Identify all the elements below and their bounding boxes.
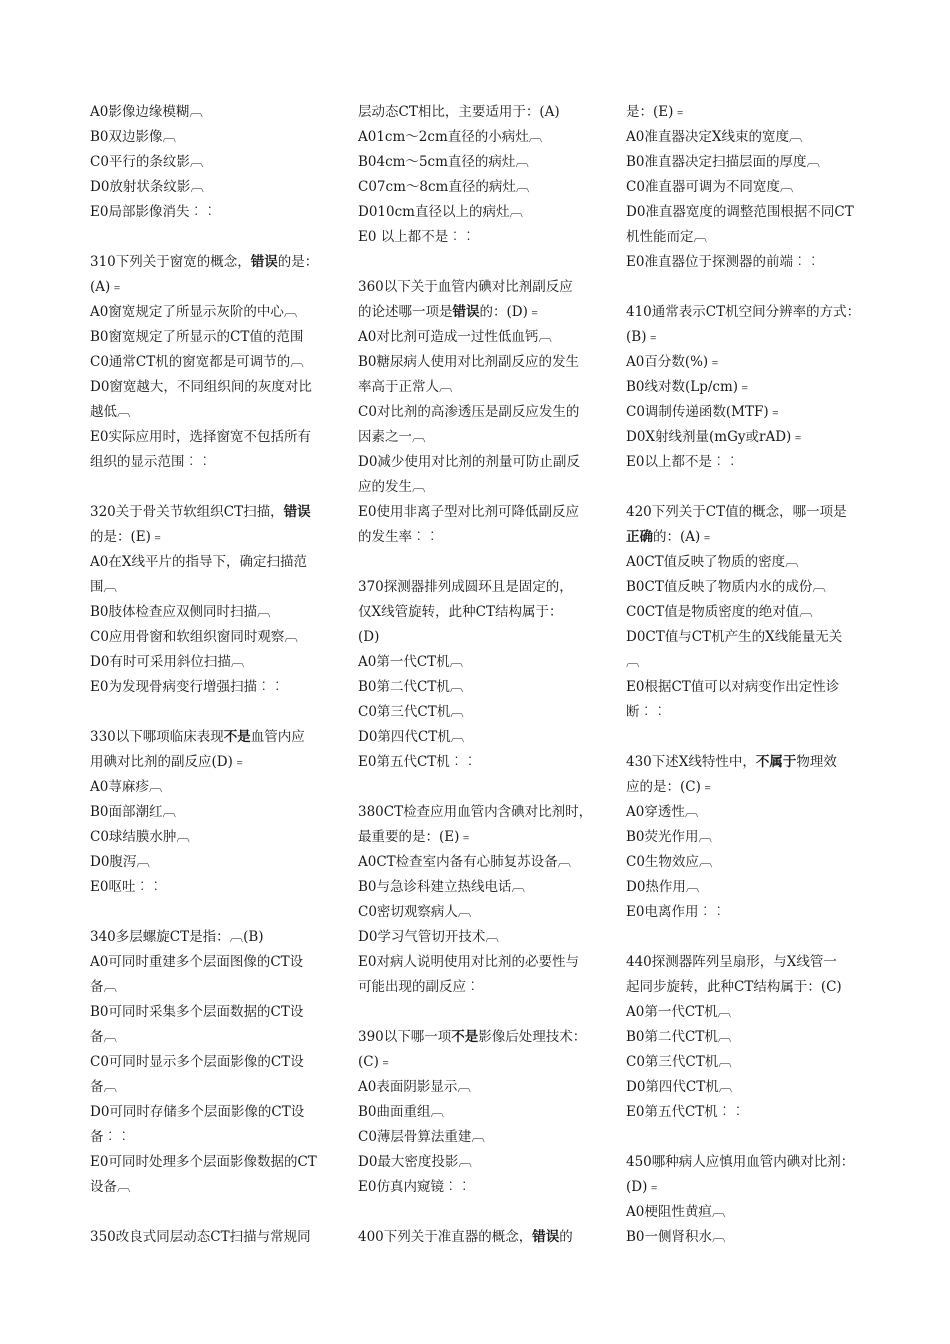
line-text: 的发生率︰︰ bbox=[358, 529, 439, 545]
text-line bbox=[90, 300, 332, 325]
line-text: B0糖尿病人使用对比剂副反应的发生 bbox=[358, 354, 580, 370]
line-text: D0窗宽越大，不同组织间的灰度对比 bbox=[90, 379, 312, 395]
text-line bbox=[358, 125, 600, 150]
text-line bbox=[90, 575, 332, 600]
line-text: B04cm～5cm直径的病灶︹ bbox=[358, 154, 529, 170]
line-text: E0电离作用︰︰ bbox=[626, 904, 726, 920]
line-text: E0以上都不是︰︰ bbox=[626, 454, 739, 470]
paragraph-gap bbox=[358, 775, 600, 800]
text-line bbox=[626, 600, 868, 625]
line-text: C0CT值是物质密度的绝对值︹ bbox=[626, 604, 813, 620]
text-line bbox=[358, 525, 600, 550]
text-line bbox=[90, 500, 332, 525]
line-text: 的论述哪一项是 bbox=[358, 304, 453, 320]
emphasis-text: 不是 bbox=[451, 1029, 479, 1045]
line-text: E0仿真内窥镜︰︰ bbox=[358, 1179, 471, 1195]
line-text: B0双边影像︹ bbox=[90, 129, 177, 145]
emphasis-text: 错误 bbox=[250, 254, 278, 270]
paragraph-gap bbox=[358, 250, 600, 275]
line-text: 的：(D)﹦ bbox=[479, 304, 542, 320]
text-line bbox=[626, 1175, 868, 1200]
line-text: C0生物效应︹ bbox=[626, 854, 713, 870]
paragraph-gap bbox=[626, 475, 868, 500]
emphasis-text: 错误 bbox=[452, 304, 480, 320]
line-text: C0第三代CT机︹ bbox=[626, 1054, 732, 1070]
line-text: ︹ bbox=[626, 654, 640, 670]
line-text: 应的是：(C)﹦ bbox=[626, 779, 715, 795]
paragraph-gap bbox=[626, 925, 868, 950]
line-text: (B)﹦ bbox=[626, 329, 660, 345]
text-line bbox=[90, 825, 332, 850]
text-line bbox=[626, 400, 868, 425]
line-text: D0第四代CT机︹ bbox=[358, 729, 465, 745]
line-text: B0线对数(Lp/cm)﹦ bbox=[626, 379, 752, 395]
text-line bbox=[626, 375, 868, 400]
emphasis-text: 错误 bbox=[283, 504, 311, 520]
text-line bbox=[90, 425, 332, 450]
text-line bbox=[626, 150, 868, 175]
text-line bbox=[358, 825, 600, 850]
text-line bbox=[90, 1050, 332, 1075]
line-text: C0调制传递函数(MTF)﹦ bbox=[626, 404, 783, 420]
paragraph-gap bbox=[626, 725, 868, 750]
text-line bbox=[358, 1100, 600, 1125]
text-line bbox=[626, 900, 868, 925]
line-text: 起同步旋转，此种CT结构属于：(C) bbox=[626, 979, 842, 995]
line-text: 410通常表示CT机空间分辨率的方式： bbox=[626, 304, 861, 320]
text-line bbox=[90, 750, 332, 775]
line-text: (D)﹦ bbox=[626, 1179, 661, 1195]
line-text: 390以下哪一项 bbox=[358, 1029, 452, 1045]
line-text: A0影像边缘模糊︹ bbox=[90, 104, 203, 120]
text-line bbox=[90, 375, 332, 400]
line-text: C0球结膜水肿︹ bbox=[90, 829, 190, 845]
text-line bbox=[358, 1175, 600, 1200]
text-line bbox=[358, 750, 600, 775]
line-text: D0腹泻︹ bbox=[90, 854, 150, 870]
line-text: 400下列关于准直器的概念， bbox=[358, 1229, 533, 1245]
text-line bbox=[358, 675, 600, 700]
text-line bbox=[358, 575, 600, 600]
text-line bbox=[358, 900, 600, 925]
line-text: A0表面阴影显示︹ bbox=[358, 1079, 471, 1095]
text-line bbox=[626, 100, 868, 125]
line-text: 设备︹ bbox=[90, 1179, 131, 1195]
line-text: A0梗阻性黄疸︹ bbox=[626, 1204, 726, 1220]
text-line bbox=[626, 775, 868, 800]
line-text: 440探测器阵列呈扇形，与X线管一 bbox=[626, 954, 837, 970]
text-line bbox=[90, 450, 332, 475]
text-line bbox=[90, 725, 332, 750]
line-text: 是：(E)﹦ bbox=[626, 104, 687, 120]
line-text: 340多层螺旋CT是指：︹(B) bbox=[90, 929, 264, 945]
text-line bbox=[90, 1150, 332, 1175]
line-text: C0通常CT机的窗宽都是可调节的︹ bbox=[90, 354, 304, 370]
text-line bbox=[90, 775, 332, 800]
line-text: D0放射状条纹影︹ bbox=[90, 179, 204, 195]
text-line bbox=[358, 975, 600, 1000]
text-line bbox=[90, 350, 332, 375]
text-line bbox=[358, 175, 600, 200]
text-line bbox=[90, 525, 332, 550]
line-text: C0平行的条纹影︹ bbox=[90, 154, 204, 170]
emphasis-text: 不属于 bbox=[755, 754, 797, 770]
line-text: B0第二代CT机︹ bbox=[358, 679, 464, 695]
line-text: D0热作用︹ bbox=[626, 879, 700, 895]
paragraph-gap bbox=[358, 1000, 600, 1025]
line-text: B0曲面重组︹ bbox=[358, 1104, 445, 1120]
line-text: 备︹ bbox=[90, 1079, 117, 1095]
line-text: 影像后处理技术： bbox=[478, 1029, 587, 1045]
text-line bbox=[358, 1075, 600, 1100]
line-text: 备︹ bbox=[90, 979, 117, 995]
text-line bbox=[626, 1100, 868, 1125]
text-line bbox=[90, 1225, 332, 1250]
text-line bbox=[358, 1125, 600, 1150]
line-text: 450哪种病人应慎用血管内碘对比剂： bbox=[626, 1154, 855, 1170]
text-line bbox=[90, 875, 332, 900]
text-line bbox=[626, 1000, 868, 1025]
text-line bbox=[358, 425, 600, 450]
line-text: 率高于正常人︹ bbox=[358, 379, 453, 395]
emphasis-text: 正确 bbox=[626, 529, 653, 545]
text-line bbox=[626, 175, 868, 200]
text-line bbox=[358, 850, 600, 875]
line-text: A0对比剂可造成一过性低血钙︹ bbox=[358, 329, 552, 345]
text-line bbox=[358, 300, 600, 325]
text-line bbox=[90, 150, 332, 175]
text-line bbox=[358, 350, 600, 375]
line-text: (D) bbox=[358, 629, 380, 645]
line-text: 应的发生︹ bbox=[358, 479, 426, 495]
text-line bbox=[626, 850, 868, 875]
line-text: A0准直器决定X线束的宽度︹ bbox=[626, 129, 803, 145]
line-text: 330以下哪项临床表现 bbox=[90, 729, 224, 745]
text-column-2 bbox=[358, 100, 600, 1250]
text-line bbox=[90, 850, 332, 875]
line-text: 420下列关于CT值的概念，哪一项是 bbox=[626, 504, 847, 520]
text-line bbox=[358, 950, 600, 975]
text-line bbox=[626, 700, 868, 725]
line-text: 的 bbox=[559, 1229, 573, 1245]
text-line bbox=[90, 1100, 332, 1125]
text-line bbox=[358, 200, 600, 225]
line-text: E0准直器位于探测器的前端︰︰ bbox=[626, 254, 820, 270]
text-line bbox=[90, 175, 332, 200]
text-line bbox=[626, 975, 868, 1000]
line-text: 仅X线管旋转，此种CT结构属于： bbox=[358, 604, 563, 620]
line-text: A0第一代CT机︹ bbox=[358, 654, 464, 670]
text-line bbox=[626, 625, 868, 650]
line-text: 最重要的是：(E)﹦ bbox=[358, 829, 473, 845]
text-line bbox=[626, 300, 868, 325]
text-line bbox=[358, 1025, 600, 1050]
line-text: 430下述X线特性中， bbox=[626, 754, 756, 770]
line-text: E0局部影像消失︰︰ bbox=[90, 204, 217, 220]
text-line bbox=[358, 600, 600, 625]
text-line bbox=[626, 325, 868, 350]
line-text: B0窗宽规定了所显示的CT值的范围 bbox=[90, 329, 304, 345]
line-text: C07cm～8cm直径的病灶︹ bbox=[358, 179, 530, 195]
text-line bbox=[90, 1075, 332, 1100]
text-line bbox=[626, 500, 868, 525]
text-line bbox=[626, 875, 868, 900]
text-line bbox=[626, 575, 868, 600]
text-line bbox=[626, 425, 868, 450]
line-text: A01cm～2cm直径的小病灶︹ bbox=[358, 129, 543, 145]
paragraph-gap bbox=[90, 475, 332, 500]
line-text: 370探测器排列成圆环且是固定的， bbox=[358, 579, 573, 595]
line-text: C0第三代CT机︹ bbox=[358, 704, 464, 720]
text-line bbox=[626, 1050, 868, 1075]
line-text: E0第五代CT机︰︰ bbox=[358, 754, 477, 770]
text-line bbox=[90, 925, 332, 950]
text-column-1 bbox=[90, 100, 332, 1250]
line-text: E0第五代CT机︰︰ bbox=[626, 1104, 745, 1120]
text-line bbox=[358, 925, 600, 950]
line-text: 机性能而定︹ bbox=[626, 229, 707, 245]
text-line bbox=[626, 225, 868, 250]
line-text: E0使用非离子型对比剂可降低副反应 bbox=[358, 504, 579, 520]
text-line bbox=[358, 225, 600, 250]
text-line bbox=[90, 1000, 332, 1025]
line-text: D0有时可采用斜位扫描︹ bbox=[90, 654, 245, 670]
line-text: D0减少使用对比剂的剂量可防止副反 bbox=[358, 454, 580, 470]
line-text: D0最大密度投影︹ bbox=[358, 1154, 472, 1170]
line-text: 物理效 bbox=[796, 754, 837, 770]
line-text: C0准直器可调为不同宽度︹ bbox=[626, 179, 794, 195]
text-column-3 bbox=[626, 100, 868, 1250]
text-line bbox=[358, 1050, 600, 1075]
text-line bbox=[90, 275, 332, 300]
line-text: 备︹ bbox=[90, 1029, 117, 1045]
text-line bbox=[90, 950, 332, 975]
text-line bbox=[90, 675, 332, 700]
line-text: D010cm直径以上的病灶︹ bbox=[358, 204, 523, 220]
text-line bbox=[626, 1025, 868, 1050]
text-line bbox=[626, 950, 868, 975]
text-line bbox=[626, 525, 868, 550]
text-line bbox=[358, 875, 600, 900]
line-text: 血管内应 bbox=[250, 729, 305, 745]
line-text: 360以下关于血管内碘对比剂副反应 bbox=[358, 279, 573, 295]
text-line bbox=[358, 150, 600, 175]
line-text: B0荧光作用︹ bbox=[626, 829, 713, 845]
text-line bbox=[90, 550, 332, 575]
line-text: A0CT检查室内备有心肺复苏设备︹ bbox=[358, 854, 572, 870]
text-line bbox=[358, 325, 600, 350]
line-text: 备︰︰ bbox=[90, 1129, 131, 1145]
line-text: 的：(A)﹦ bbox=[653, 529, 714, 545]
paragraph-gap bbox=[90, 900, 332, 925]
paragraph-gap bbox=[90, 1200, 332, 1225]
line-text: 320关于骨关节软组织CT扫描， bbox=[90, 504, 284, 520]
text-line bbox=[90, 800, 332, 825]
paragraph-gap bbox=[626, 275, 868, 300]
text-line bbox=[90, 200, 332, 225]
emphasis-text: 错误 bbox=[532, 1229, 560, 1245]
line-text: B0可同时采集多个层面数据的CT设 bbox=[90, 1004, 304, 1020]
text-line bbox=[90, 625, 332, 650]
line-text: 围︹ bbox=[90, 579, 117, 595]
line-text: E0可同时处理多个层面影像数据的CT bbox=[90, 1154, 317, 1170]
line-text: A0荨麻疹︹ bbox=[90, 779, 163, 795]
line-text: 的是：(E)﹦ bbox=[90, 529, 165, 545]
line-text: 用碘对比剂的副反应(D)﹦ bbox=[90, 754, 247, 770]
line-text: B0准直器决定扫描层面的厚度︹ bbox=[626, 154, 821, 170]
text-line bbox=[90, 650, 332, 675]
text-line bbox=[626, 675, 868, 700]
text-line bbox=[358, 650, 600, 675]
line-text: A0窗宽规定了所显示灰阶的中心︹ bbox=[90, 304, 298, 320]
line-text: E0 以上都不是︰︰ bbox=[358, 229, 476, 245]
line-text: E0为发现骨病变行增强扫描︰︰ bbox=[90, 679, 284, 695]
line-text: A0在X线平片的指导下，确定扫描范 bbox=[90, 554, 307, 570]
line-text: E0对病人说明使用对比剂的必要性与 bbox=[358, 954, 579, 970]
line-text: C0可同时显示多个层面影像的CT设 bbox=[90, 1054, 304, 1070]
line-text: D0X射线剂量(mGy或rAD)﹦ bbox=[626, 429, 805, 445]
line-text: E0呕吐︰︰ bbox=[90, 879, 163, 895]
paragraph-gap bbox=[90, 700, 332, 725]
line-text: 380CT检查应用血管内含碘对比剂时， bbox=[358, 804, 593, 820]
text-line bbox=[90, 400, 332, 425]
paragraph-gap bbox=[358, 1200, 600, 1225]
line-text: 组织的显示范围︰︰ bbox=[90, 454, 212, 470]
emphasis-text: 不是 bbox=[223, 729, 251, 745]
text-line bbox=[358, 500, 600, 525]
line-text: 的是： bbox=[277, 254, 319, 270]
text-line bbox=[626, 650, 868, 675]
line-text: D0学习气管切开技术︹ bbox=[358, 929, 499, 945]
line-text: A0百分数(%)﹦ bbox=[626, 354, 722, 370]
line-text: E0根据CT值可以对病变作出定性诊 bbox=[626, 679, 840, 695]
text-line bbox=[358, 275, 600, 300]
line-text: A0第一代CT机︹ bbox=[626, 1004, 732, 1020]
line-text: 可能出现的副反应︰ bbox=[358, 979, 480, 995]
text-line bbox=[626, 1075, 868, 1100]
line-text: B0一侧肾积水︹ bbox=[626, 1229, 726, 1245]
text-line bbox=[626, 825, 868, 850]
paragraph-gap bbox=[358, 550, 600, 575]
line-text: B0CT值反映了物质内水的成份︹ bbox=[626, 579, 826, 595]
text-line bbox=[358, 700, 600, 725]
paragraph-gap bbox=[90, 225, 332, 250]
text-line bbox=[90, 1125, 332, 1150]
line-text: C0密切观察病人︹ bbox=[358, 904, 472, 920]
line-text: D0可同时存储多个层面影像的CT设 bbox=[90, 1104, 305, 1120]
line-text: A0穿透性︹ bbox=[626, 804, 699, 820]
text-line bbox=[358, 1225, 600, 1250]
text-line bbox=[358, 450, 600, 475]
text-line bbox=[358, 1150, 600, 1175]
line-text: C0应用骨窗和软组织窗同时观察︹ bbox=[90, 629, 298, 645]
line-text: B0与急诊科建立热线电话︹ bbox=[358, 879, 526, 895]
text-line bbox=[90, 250, 332, 275]
text-line bbox=[90, 100, 332, 125]
line-text: 越低︹ bbox=[90, 404, 131, 420]
line-text: 断︰︰ bbox=[626, 704, 667, 720]
line-text: 350改良式同层动态CT扫描与常规同 bbox=[90, 1229, 311, 1245]
line-text: (A)﹦ bbox=[90, 279, 124, 295]
line-text: 层动态CT相比，主要适用于：(A) bbox=[358, 104, 560, 120]
line-text: 310下列关于窗宽的概念， bbox=[90, 254, 251, 270]
text-line bbox=[626, 750, 868, 775]
text-line bbox=[626, 550, 868, 575]
text-line bbox=[358, 400, 600, 425]
text-line bbox=[358, 800, 600, 825]
text-line bbox=[90, 1025, 332, 1050]
line-text: D0第四代CT机︹ bbox=[626, 1079, 733, 1095]
line-text: E0实际应用时，选择窗宽不包括所有 bbox=[90, 429, 311, 445]
line-text: (C)﹦ bbox=[358, 1054, 393, 1070]
line-text: B0肢体检查应双侧同时扫描︹ bbox=[90, 604, 271, 620]
text-line bbox=[358, 725, 600, 750]
text-line bbox=[626, 450, 868, 475]
line-text: A0可同时重建多个层面图像的CT设 bbox=[90, 954, 304, 970]
text-line bbox=[626, 350, 868, 375]
text-line bbox=[626, 200, 868, 225]
line-text: 因素之一︹ bbox=[358, 429, 426, 445]
text-line bbox=[626, 250, 868, 275]
text-line bbox=[626, 1225, 868, 1250]
text-line bbox=[358, 625, 600, 650]
text-line bbox=[626, 125, 868, 150]
line-text: B0第二代CT机︹ bbox=[626, 1029, 732, 1045]
text-line bbox=[626, 1150, 868, 1175]
line-text: B0面部潮红︹ bbox=[90, 804, 177, 820]
paragraph-gap bbox=[626, 1125, 868, 1150]
text-line bbox=[90, 600, 332, 625]
text-line bbox=[90, 1175, 332, 1200]
text-line bbox=[358, 375, 600, 400]
line-text: A0CT值反映了物质的密度︹ bbox=[626, 554, 799, 570]
text-line bbox=[626, 800, 868, 825]
text-line bbox=[90, 975, 332, 1000]
line-text: D0准直器宽度的调整范围根据不同CT bbox=[626, 204, 854, 220]
text-line bbox=[90, 325, 332, 350]
text-line bbox=[358, 475, 600, 500]
line-text: D0CT值与CT机产生的X线能量无关 bbox=[626, 629, 843, 645]
text-line bbox=[626, 1200, 868, 1225]
text-line bbox=[90, 125, 332, 150]
line-text: C0对比剂的高渗透压是副反应发生的 bbox=[358, 404, 580, 420]
line-text: C0薄层骨算法重建︹ bbox=[358, 1129, 485, 1145]
text-line bbox=[358, 100, 600, 125]
